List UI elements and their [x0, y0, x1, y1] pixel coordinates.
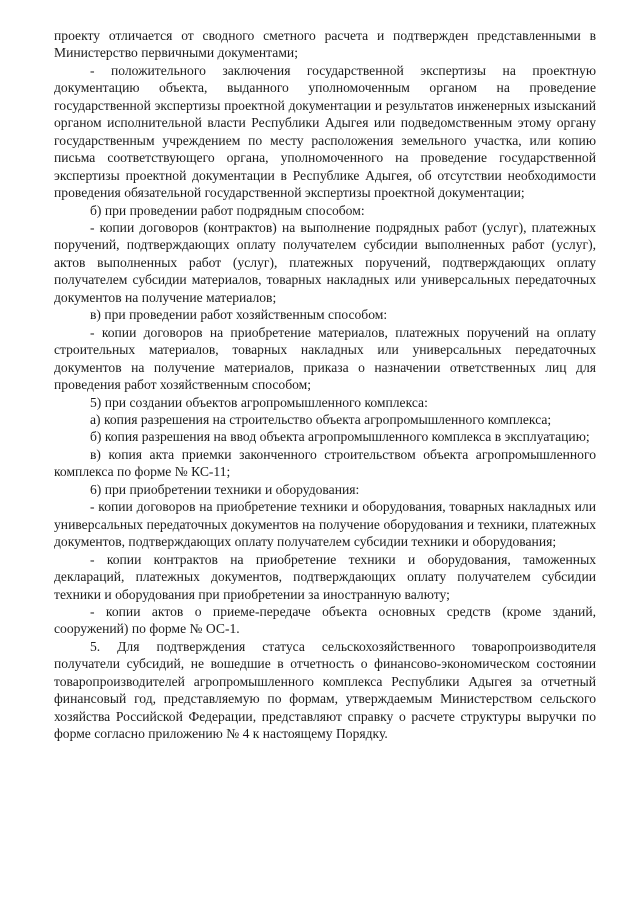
document-page [54, 27, 596, 743]
paragraph-item-5-heading: 5) при создании объектов агропромышленного комплекса: [90, 394, 428, 410]
paragraph-item-6-heading: 6) при приобретении техники и оборудования: [90, 481, 360, 497]
paragraph-expertise-conclusion: - положительного заключения государственной экспертизы на проектную документацию объекта, выданного уполномоченным органом на проведение государственной экспертизы проектной документации и результатов инженерных изысканий органом исполнительной власти Республики Адыгея или подведомственным этому органу государственным учреждением по месту расположения земельного участка, или копию письма соответствующего органа, уполномоченного на проведение государственной экспертизы проектной документации в Республике Адыгея, об отсутствии необходимости проведения обязательной государственной экспертизы проектной документации; [54, 62, 596, 201]
paragraph-acceptance-act: в) копия акта приемки законченного строительством объекта агропромышленного комплекса по форме № КС-11; [54, 446, 596, 480]
paragraph-fixed-assets-act: - копии актов о приеме-передаче объекта основных средств (кроме зданий, сооружений) по форме № ОС-1. [54, 603, 596, 637]
paragraph-economic-method-heading: в) при проведении работ хозяйственным способом: [90, 307, 388, 323]
paragraph-equipment-contracts: - копии договоров на приобретение техники и оборудования, товарных накладных или универсальных передаточных документов на получение оборудования и техники, платежных документов, подтверждающих оплату получателем субсидии техники и оборудования; [54, 499, 596, 550]
paragraph-construction-permit: а) копия разрешения на строительство объекта агропромышленного комплекса; [90, 411, 552, 427]
paragraph-continuation: проекту отличается от сводного сметного расчета и подтвержден представленными в Министерство первичными документами; [54, 28, 596, 61]
paragraph-section-5-status: 5. Для подтверждения статуса сельскохозяйственного товаропроизводителя получатели субсидий, не вошедшие в отчетность о финансово-экономическом состоянии товаропроизводителей агропромышленного комплекса Республики Адыгея за отчетный финансовый год, представляемую по формам, утверждаемым Министерством сельского хозяйства Российской Федерации, представляют справку о расчете структуры выручки по форме согласно приложению № 4 к настоящему Порядку. [54, 638, 596, 742]
paragraph-commissioning-permit: б) копия разрешения на ввод объекта агропромышленного комплекса в эксплуатацию; [90, 429, 590, 445]
paragraph-economic-documents: - копии договоров на приобретение материалов, платежных поручений на оплату строительных материалов, товарных накладных или универсальных передаточных документов на получение материалов, приказа о назначении ответственных лиц для проведения работ хозяйственным способом; [54, 324, 596, 393]
paragraph-import-contracts: - копии контрактов на приобретение техники и оборудования, таможенных деклараций, платежных документов, подтверждающих оплату получателем субсидии техники и оборудования при приобретении за иностранную валюту; [54, 551, 596, 602]
paragraph-contract-documents: - копии договоров (контрактов) на выполнение подрядных работ (услуг), платежных поручений, подтверждающих оплату получателем субсидии выполненных работ (услуг), актов выполненных работ (услуг), платежных поручений, подтверждающих оплату получателем субсидии материалов, товарных накладных или универсальных передаточных документов на получение материалов; [54, 219, 596, 305]
paragraph-contract-method-heading: б) при проведении работ подрядным способом: [90, 202, 365, 218]
